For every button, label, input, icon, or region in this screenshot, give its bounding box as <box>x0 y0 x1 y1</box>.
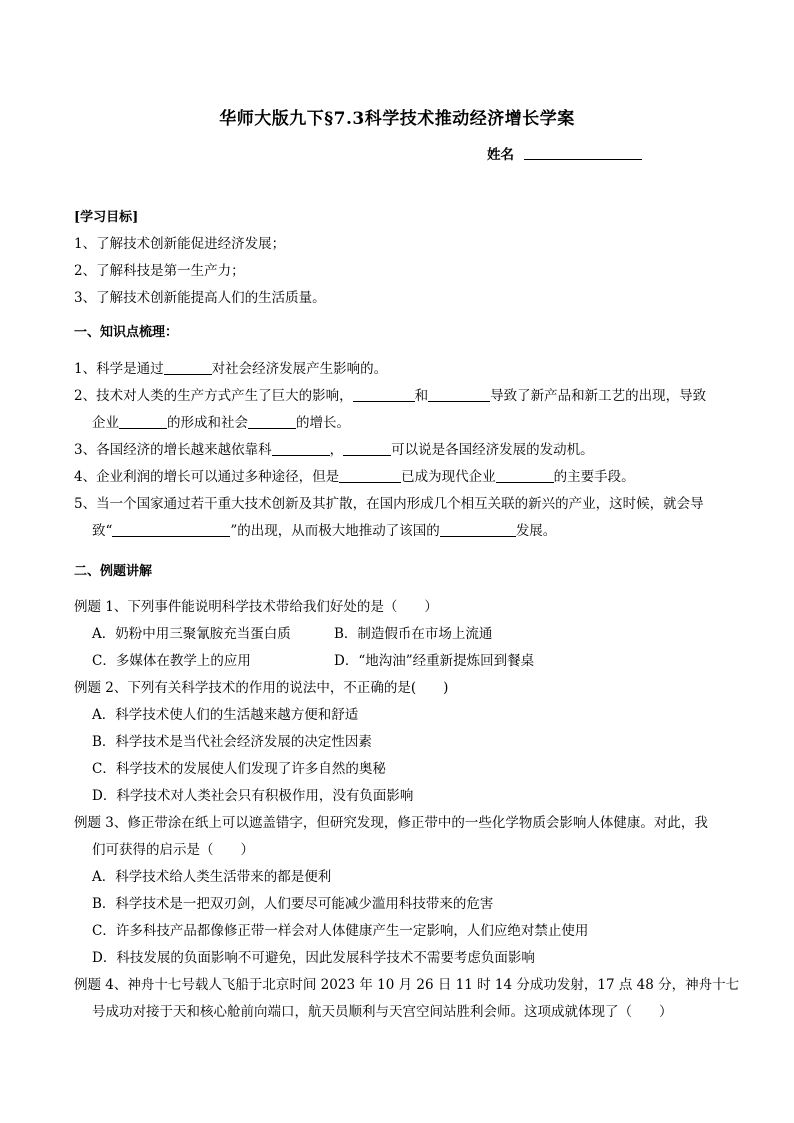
fill-blank[interactable] <box>112 522 230 537</box>
knowledge-heading: 一、知识点梳理： <box>74 325 179 340</box>
page-title: 华师大版九下§7.3科学技术推动经济增长学案 <box>219 109 575 129</box>
objective-item: 3、了解技术创新能提高人们的生活质量。 <box>74 290 326 306</box>
objectives-heading: [学习目标] <box>74 210 139 225</box>
option-a[interactable]: A．奶粉中用三聚氰胺充当蛋白质 <box>92 626 291 642</box>
examples-list <box>74 594 740 1026</box>
name-field <box>487 143 642 163</box>
fill-blank[interactable] <box>119 414 167 429</box>
fill-blank[interactable] <box>496 468 554 483</box>
fill-blank[interactable] <box>343 441 391 456</box>
example-4-stem-cont: 号成功对接于天和核心舱前向端口，航天员顺利与天宫空间站胜利会师。这项成就体现了（ ） <box>92 1004 673 1020</box>
example-1-options-row2 <box>74 648 734 675</box>
option-b[interactable]: B．制造假币在市场上流通 <box>334 626 493 642</box>
knowledge-q3: 3、各国经济的增长越来越依靠科 ， 可以说是各国经济发展的发动机。 <box>74 442 594 458</box>
option-d[interactable]: D．科技发展的负面影响不可避免，因此发展科学技术不需要考虑负面影响 <box>92 950 535 966</box>
example-3-stem: 例题 3、修正带涂在纸上可以遮盖错字，但研究发现，修正带中的一些化学物质会影响人体健康。对此，我 <box>74 815 708 831</box>
name-blank[interactable] <box>524 146 642 160</box>
fill-blank[interactable] <box>428 387 490 402</box>
knowledge-q2: 2、技术对人类的生产方式产生了巨大的影响， 和 导致了新产品和新工艺的出现，导致 <box>74 388 707 404</box>
fill-blank[interactable] <box>248 414 296 429</box>
option-c[interactable]: C．多媒体在教学上的应用 <box>92 653 251 669</box>
objective-item: 1、了解技术创新能促进经济发展； <box>74 236 286 252</box>
example-4-stem: 例题 4、神舟十七号载人飞船于北京时间 2023 年 10 月 26 日 11 时 14 分成功发射，17 点 48 分，神舟十七 <box>74 977 740 993</box>
option-a[interactable]: A．科学技术使人们的生活越来越方便和舒适 <box>92 707 359 723</box>
knowledge-q5-cont: 致“ ”的出现，从而极大地推动了该国的 发展。 <box>92 523 557 539</box>
example-1-stem: 例题 1、下列事件能说明科学技术带给我们好处的是（ ） <box>74 599 438 615</box>
knowledge-q1: 1、科学是通过 对社会经济发展产生影响的。 <box>74 361 388 377</box>
option-c[interactable]: C．许多科技产品都像修正带一样会对人体健康产生一定影响，人们应绝对禁止使用 <box>92 923 589 939</box>
knowledge-q2-cont: 企业 的形成和社会 的增长。 <box>92 415 350 431</box>
fill-blank[interactable] <box>353 387 415 402</box>
option-a[interactable]: A．科学技术给人类生活带来的都是便利 <box>92 869 332 885</box>
examples-section <box>74 558 734 585</box>
fill-blank[interactable] <box>272 441 330 456</box>
examples-heading: 二、例题讲解 <box>74 564 153 579</box>
objectives-section <box>74 204 734 312</box>
fill-blank[interactable] <box>164 360 212 375</box>
knowledge-q4: 4、企业利润的增长可以通过多种途径，但是 已成为现代企业 的主要手段。 <box>74 469 635 485</box>
option-b[interactable]: B．科学技术是当代社会经济发展的决定性因素 <box>92 734 372 750</box>
knowledge-q5: 5、当一个国家通过若干重大技术创新及其扩散，在国内形成几个相互关联的新兴的产业，这时候，就会导 <box>74 496 704 512</box>
knowledge-questions <box>74 356 734 545</box>
fill-blank[interactable] <box>339 468 401 483</box>
example-2-stem: 例题 2、下列有关科学技术的作用的说法中，不正确的是( ) <box>74 680 449 696</box>
name-label: 姓名 <box>487 147 514 163</box>
example-3-stem-cont: 们可获得的启示是（ ） <box>92 842 254 858</box>
example-1-options-row1 <box>74 621 734 648</box>
option-d[interactable]: D．科学技术对人类社会只有积极作用，没有负面影响 <box>92 788 414 804</box>
knowledge-section <box>74 319 734 346</box>
option-b[interactable]: B．科学技术是一把双刃剑，人们要尽可能减少滥用科技带来的危害 <box>92 896 494 912</box>
option-c[interactable]: C．科学技术的发展使人们发现了许多自然的奥秘 <box>92 761 386 777</box>
option-d[interactable]: D．“地沟油”经重新提炼回到餐桌 <box>334 653 535 669</box>
fill-blank[interactable] <box>440 522 516 537</box>
objective-item: 2、了解科技是第一生产力； <box>74 263 245 279</box>
